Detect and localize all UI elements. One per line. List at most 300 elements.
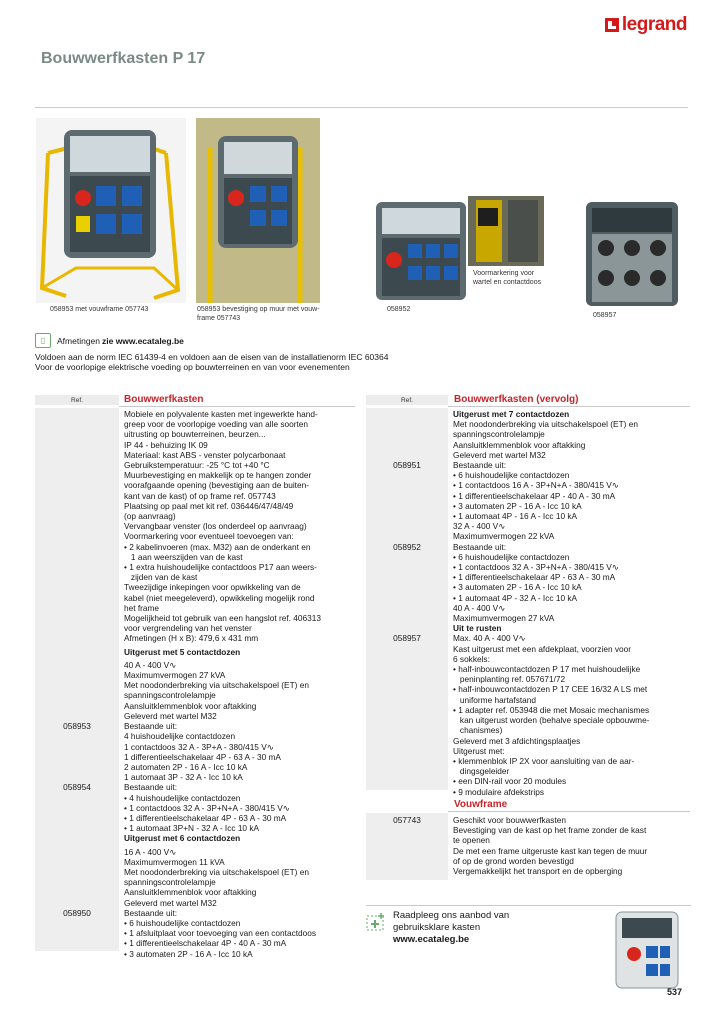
- spec-row: [35, 711, 360, 721]
- ref-cell: [366, 825, 448, 835]
- ref-cell: [366, 684, 448, 694]
- spec-text: Aansluitklemmenblok voor aftakking: [453, 439, 586, 450]
- spec-text: Aansluitklemmenblok voor aftakking: [124, 700, 257, 711]
- ref-cell: [366, 776, 448, 786]
- spec-row: [366, 825, 691, 835]
- spec-text: • 1 contactdoos 16 A - 3P+N+A - 380/415 V∿: [453, 480, 619, 491]
- spec-row: [366, 664, 691, 674]
- spec-row: [35, 633, 360, 643]
- ref-cell: [366, 603, 448, 613]
- spec-row: [366, 552, 691, 562]
- spec-row: [35, 680, 360, 690]
- ref-cell: [366, 705, 448, 715]
- ref-cell: [366, 491, 448, 501]
- spec-row: [366, 613, 691, 623]
- spec-text: Voormarkering voor eventueel toevoegen van:: [124, 531, 294, 542]
- ref-number: 058952: [393, 541, 421, 552]
- spec-text: • half-inbouwcontactdozen P 17 CEE 16/32 A LS met: [453, 684, 648, 695]
- dimensions-prefix: Afmetingen: [57, 335, 100, 346]
- spec-text: dingsgeleider: [453, 766, 510, 777]
- spec-text: te openen: [453, 835, 490, 846]
- spec-row: [366, 429, 691, 439]
- spec-row: [366, 593, 691, 603]
- ref-cell: [366, 674, 448, 684]
- spec-heading: Uitgerust met 7 contactdozen: [453, 409, 570, 419]
- spec-row: [35, 823, 360, 833]
- consult-line-2: gebruiksklare kasten: [393, 922, 481, 933]
- ref-cell: [366, 787, 448, 797]
- spec-text: Aansluitklemmenblok voor aftakking: [124, 887, 257, 898]
- spec-text: Muurbevestiging en makkelijk op te hangen zonder: [124, 470, 312, 481]
- spec-row: [35, 731, 360, 741]
- spec-text: Bestaande uit:: [124, 721, 178, 732]
- spec-text: • een DIN-rail voor 20 modules: [453, 776, 567, 787]
- spec-text: • half-inbouwcontactdozen P 17 met huishoudelijke: [453, 664, 641, 675]
- ref-cell: [35, 470, 119, 480]
- caption-photo-1: 058953 met vouwframe 057743: [50, 306, 149, 313]
- spec-text: Maximumvermogen 22 kVA: [453, 531, 555, 542]
- spec-text: Tweezijdige inkepingen voor opwikkeling van de: [124, 582, 301, 593]
- spec-row: [35, 623, 360, 633]
- spec-row: [366, 715, 691, 725]
- spec-text: (op aanvraag): [124, 511, 176, 522]
- ref-cell: [35, 938, 119, 948]
- ref-cell: [366, 582, 448, 592]
- ref-cell: [366, 593, 448, 603]
- spec-row: [35, 721, 360, 731]
- spec-row: [366, 572, 691, 582]
- spec-row: [366, 531, 691, 541]
- spec-text: Maximumvermogen 27 kVA: [124, 670, 226, 681]
- spec-row: [35, 847, 360, 857]
- spec-text: • 1 differentieelschakelaar 4P - 40 A - 30 mA: [453, 490, 616, 501]
- ref-cell: [35, 552, 119, 562]
- legrand-logo: [605, 14, 687, 36]
- ref-cell: [35, 918, 119, 928]
- spec-text: Mobiele en polyvalente kasten met ingewerkte hand-: [124, 409, 318, 419]
- spec-text: 2 automaten 2P - 16 A - Icc 10 kA: [124, 761, 248, 772]
- spec-row: [35, 511, 360, 521]
- spec-row: [366, 419, 691, 429]
- spec-row: [35, 949, 360, 959]
- ref-cell: [366, 746, 448, 756]
- photo-ready-box: [612, 910, 682, 990]
- ref-cell: [366, 654, 448, 664]
- spec-text: • 1 afsluitplaat voor toevoeging van een contactdoos: [124, 928, 317, 939]
- ref-cell: [366, 501, 448, 511]
- spec-row: [35, 670, 360, 680]
- ref-cell: [35, 613, 119, 623]
- spec-text: • 1 differentieelschakelaar 4P - 63 A - 30 mA: [124, 812, 287, 823]
- spec-text: spanningscontrolelampje: [124, 690, 216, 701]
- spec-row: [35, 660, 360, 670]
- ref-cell: [35, 877, 119, 887]
- ref-cell: [366, 572, 448, 582]
- spec-row: [35, 752, 360, 762]
- spec-text: • 9 modulaire afdekstrips: [453, 786, 544, 797]
- spec-row: [35, 898, 360, 908]
- ref-cell: [366, 419, 448, 429]
- ref-cell: [35, 823, 119, 833]
- ref-cell: [366, 480, 448, 490]
- ref-number: 058957: [393, 633, 421, 644]
- ref-cell: [35, 419, 119, 429]
- left-section-title: Bouwwerfkasten: [124, 394, 204, 405]
- spec-text: 6 sokkels:: [453, 653, 490, 664]
- spec-row: [366, 725, 691, 735]
- ref-cell: [366, 470, 448, 480]
- ref-cell: [35, 593, 119, 603]
- spec-row: [35, 582, 360, 592]
- spec-text: • 1 adapter ref. 053948 die met Mosaic mechanismes: [453, 704, 650, 715]
- right-title-divider: [448, 406, 690, 407]
- spec-text: • 1 contactdoos 32 A - 3P+N+A - 380/415 V∿: [124, 802, 290, 813]
- ref-cell: [35, 813, 119, 823]
- spec-text: Afmetingen (H x B): 479,6 x 431 mm: [124, 633, 259, 644]
- spec-row: [35, 813, 360, 823]
- ref-cell: [35, 949, 119, 959]
- ref-number: 058954: [63, 782, 91, 793]
- spec-text: Vergemakkelijkt het transport en de opberging: [453, 866, 623, 877]
- spec-heading: Uitgerust met 5 contactdozen: [124, 646, 241, 657]
- ref-number: 058953: [63, 721, 91, 732]
- page-number: 537: [666, 987, 682, 997]
- spec-text: voor vergrendeling van het venster: [124, 623, 252, 634]
- photo-box-058957: [582, 200, 682, 308]
- spec-text: • 1 automaat 4P - 32 A - Icc 10 kA: [453, 592, 578, 603]
- ref-cell: [35, 690, 119, 700]
- spec-text: het frame: [124, 602, 160, 613]
- left-title-divider: [119, 406, 355, 407]
- left-product-list: [35, 409, 360, 959]
- ref-cell: [366, 429, 448, 439]
- ref-cell: [35, 731, 119, 741]
- spec-text: Uitgerust met:: [453, 745, 505, 756]
- spec-row: [35, 552, 360, 562]
- ref-cell: [366, 521, 448, 531]
- spec-row: [366, 674, 691, 684]
- spec-row: [366, 562, 691, 572]
- ref-cell: [366, 725, 448, 735]
- spec-row: [366, 736, 691, 746]
- legrand-mark-icon: [605, 18, 619, 32]
- ref-cell: [366, 440, 448, 450]
- spec-text: • 1 extra huishoudelijke contactdoos P17 aan weers-: [124, 562, 317, 573]
- spec-row: [35, 857, 360, 867]
- spec-text: Bestaande uit:: [453, 541, 507, 552]
- spec-row: [35, 647, 360, 657]
- spec-heading: Uitgerust met 6 contactdozen: [124, 833, 241, 844]
- spec-row: [366, 470, 691, 480]
- ref-header-right: Ref.: [366, 395, 448, 405]
- photo-box-on-wall: [196, 118, 320, 303]
- spec-row: [35, 613, 360, 623]
- spec-row: [35, 562, 360, 572]
- spec-text: Gebruikstemperatuur: -25 °C tot +40 °C: [124, 460, 270, 471]
- photo-inset-premarking: [468, 196, 544, 266]
- ref-cell: [35, 511, 119, 521]
- caption-photo-3: 058952: [387, 306, 411, 313]
- ref-cell: [35, 670, 119, 680]
- spec-text: Geleverd met wartel M32: [124, 710, 217, 721]
- spec-text: De met een frame uitgeruste kast kan tegen de muur: [453, 845, 648, 856]
- spec-text: Geleverd met 3 afdichtingsplaatjes: [453, 735, 581, 746]
- spec-row: [366, 866, 691, 876]
- ref-cell: [35, 450, 119, 460]
- ref-number: 058951: [393, 460, 421, 471]
- spec-row: [35, 440, 360, 450]
- spec-row: [366, 644, 691, 654]
- spec-row: [35, 887, 360, 897]
- ref-cell: [35, 429, 119, 439]
- ref-cell: [35, 742, 119, 752]
- ref-cell: [366, 613, 448, 623]
- spec-text: 40 A - 400 V∿: [124, 659, 177, 670]
- document-icon: ▯: [35, 333, 51, 348]
- ref-cell: [35, 928, 119, 938]
- ref-cell: [35, 803, 119, 813]
- spec-row: [35, 701, 360, 711]
- spec-row: [366, 787, 691, 797]
- spec-row: [366, 856, 691, 866]
- spec-text: • 1 automaat 4P - 16 A - Icc 10 kA: [453, 511, 578, 522]
- vouwframe-title: Vouwframe: [454, 799, 508, 810]
- spec-text: Bestaande uit:: [124, 782, 178, 793]
- spec-text: 1 differentieelschakelaar 4P - 63 A - 30 mA: [124, 751, 281, 762]
- ref-cell: [35, 647, 119, 657]
- spec-text: • 1 contactdoos 32 A - 3P+N+A - 380/415 V∿: [453, 562, 619, 573]
- spec-text: voorafgaande opening (bevestiging aan de buiten-: [124, 480, 309, 491]
- brand-name: legrand: [621, 14, 687, 35]
- ref-cell: [35, 772, 119, 782]
- spec-text: • 1 automaat 3P+N - 32 A - Icc 10 kA: [124, 823, 260, 834]
- spec-text: Met noodonderbreking via uitschakelspoel (ET) en: [124, 680, 309, 691]
- ref-cell: [35, 762, 119, 772]
- ref-cell: [366, 766, 448, 776]
- spec-text: 16 A - 400 V∿: [124, 846, 177, 857]
- spec-heading: Uit te rusten: [453, 623, 502, 634]
- spec-text: • 4 huishoudelijke contactdozen: [124, 792, 241, 803]
- spec-row: [35, 593, 360, 603]
- spec-text: 1 automaat 3P - 32 A - Icc 10 kA: [124, 772, 243, 783]
- spec-row: [366, 409, 691, 419]
- spec-row: [366, 705, 691, 715]
- ref-cell: [35, 542, 119, 552]
- ref-header-left: Ref.: [35, 395, 119, 405]
- spec-row: [366, 623, 691, 633]
- spec-text: IP 44 - behuizing IK 09: [124, 439, 208, 450]
- spec-row: [366, 511, 691, 521]
- spec-text: Vervangbaar venster (los onderdeel op aanvraag): [124, 521, 307, 532]
- spec-row: [35, 409, 360, 419]
- spec-row: [366, 440, 691, 450]
- ref-cell: [366, 450, 448, 460]
- ref-cell: [35, 680, 119, 690]
- spec-text: Maximumvermogen 11 kVA: [124, 856, 225, 867]
- ref-cell: [35, 711, 119, 721]
- ref-cell: [35, 857, 119, 867]
- spec-text: Geschikt voor bouwwerfkasten: [453, 815, 566, 825]
- ref-cell: [35, 660, 119, 670]
- spec-row: [366, 582, 691, 592]
- ref-cell: [366, 664, 448, 674]
- spec-row: [35, 460, 360, 470]
- spec-row: [366, 746, 691, 756]
- spec-text: peninplanting ref. 057671/72: [453, 674, 566, 685]
- spec-text: Geleverd met wartel M32: [124, 897, 217, 908]
- spec-row: [366, 654, 691, 664]
- norm-text: [35, 352, 675, 372]
- ref-cell: [35, 833, 119, 843]
- ref-cell: [35, 752, 119, 762]
- caption-inset: [473, 269, 541, 287]
- ref-cell: [35, 847, 119, 857]
- ref-number: 057743: [393, 815, 421, 825]
- spec-row: [366, 480, 691, 490]
- ref-cell: [366, 409, 448, 419]
- ref-cell: [366, 562, 448, 572]
- page-title: Bouwwerfkasten P 17: [41, 50, 206, 67]
- spec-row: [366, 460, 691, 470]
- ref-cell: [35, 582, 119, 592]
- spec-row: [35, 480, 360, 490]
- ref-cell: [35, 440, 119, 450]
- spec-row: [366, 835, 691, 845]
- ref-cell: [35, 562, 119, 572]
- ref-cell: [366, 835, 448, 845]
- ref-cell: [35, 531, 119, 541]
- spec-row: [366, 501, 691, 511]
- spec-row: [366, 684, 691, 694]
- plus-icon: [366, 912, 386, 932]
- spec-row: [35, 603, 360, 613]
- consult-line-1: Raadpleeg ons aanbod van: [393, 910, 510, 921]
- ref-cell: [35, 633, 119, 643]
- caption-inset-line1: Voormarkering voor: [473, 270, 535, 277]
- vouwframe-divider: [448, 811, 690, 812]
- spec-text: Max. 40 A - 400 V∿: [453, 633, 526, 644]
- spec-row: [35, 928, 360, 938]
- spec-text: • 3 automaten 2P - 16 A - Icc 10 kA: [124, 948, 253, 959]
- spec-text: Kast uitgerust met een afdekplaat, voorzien voor: [453, 643, 632, 654]
- ref-cell: [366, 866, 448, 876]
- spec-row: [366, 603, 691, 613]
- spec-row: [35, 742, 360, 752]
- spec-text: 32 A - 400 V∿: [453, 521, 506, 532]
- spec-row: [366, 450, 691, 460]
- spec-text: • 6 huishoudelijke contactdozen: [453, 470, 570, 481]
- spec-row: [35, 419, 360, 429]
- spec-row: [366, 846, 691, 856]
- spec-row: [35, 938, 360, 948]
- ref-cell: [35, 501, 119, 511]
- spec-text: • 1 differentieelschakelaar 4P - 63 A - 30 mA: [453, 572, 616, 583]
- spec-row: [35, 429, 360, 439]
- spec-row: [366, 776, 691, 786]
- spec-text: • 3 automaten 2P - 16 A - Icc 10 kA: [453, 582, 582, 593]
- ref-cell: [35, 898, 119, 908]
- spec-text: 1 contactdoos 32 A - 3P+A - 380/415 V∿: [124, 741, 274, 752]
- ref-cell: [366, 846, 448, 856]
- spec-row: [35, 803, 360, 813]
- spec-text: • 3 automaten 2P - 16 A - Icc 10 kA: [453, 500, 582, 511]
- caption-photo-2-line2: frame 057743: [197, 315, 241, 322]
- spec-text: Met noodonderbreking via uitschakelspoel (ET) en: [453, 419, 638, 430]
- ref-cell: [366, 756, 448, 766]
- ref-cell: [35, 887, 119, 897]
- spec-row: [35, 690, 360, 700]
- spec-text: kant van de kast) of op frame ref. 057743: [124, 490, 276, 501]
- spec-row: [35, 918, 360, 928]
- ref-cell: [35, 572, 119, 582]
- ref-cell: [35, 521, 119, 531]
- spec-text: Materiaal: kast ABS - venster polycarbonaat: [124, 449, 286, 460]
- spec-row: [366, 521, 691, 531]
- spec-text: uitrusting op bouwterreinen, beurzen...: [124, 429, 266, 440]
- spec-row: [35, 782, 360, 792]
- spec-text: 1 aan weerszijden van de kast: [124, 551, 243, 562]
- spec-text: spanningscontrolelampje: [124, 877, 216, 888]
- spec-row: [35, 531, 360, 541]
- spec-row: [35, 772, 360, 782]
- spec-row: [35, 762, 360, 772]
- dimensions-link[interactable]: zie www.ecataleg.be: [102, 335, 184, 346]
- spec-text: greep voor de voorlopige voeding van alle soorten: [124, 419, 309, 430]
- spec-text: • 1 differentieelschakelaar 4P - 40 A - 30 mA: [124, 938, 287, 949]
- spec-text: kan uitgerust worden (behalve speciale opbouwme-: [453, 715, 650, 726]
- right-product-list: [366, 409, 691, 797]
- spec-row: [35, 450, 360, 460]
- ref-cell: [35, 491, 119, 501]
- spec-row: [35, 501, 360, 511]
- ref-cell: [35, 480, 119, 490]
- caption-photo-2-line1: 058953 bevestiging op muur met vouw-: [197, 306, 320, 313]
- spec-text: Mogelijkheid tot gebruik van een hangslot ref. 406313: [124, 613, 321, 624]
- spec-text: zijden van de kast: [124, 572, 198, 583]
- right-section-title: Bouwwerfkasten (vervolg): [454, 394, 579, 405]
- spec-text: chanismes): [453, 725, 503, 736]
- consult-link[interactable]: www.ecataleg.be: [393, 934, 470, 945]
- ref-cell: [366, 552, 448, 562]
- ref-cell: [366, 856, 448, 866]
- spec-text: Bestaande uit:: [453, 460, 507, 471]
- vouwframe-list: [366, 815, 691, 876]
- spec-row: [366, 695, 691, 705]
- norm-line-1: Voldoen aan de norm IEC 61439-4 en voldoen aan de eisen van de installatienorm IEC 60364: [35, 352, 389, 362]
- spec-row: [35, 833, 360, 843]
- spec-row: [35, 877, 360, 887]
- spec-row: [366, 766, 691, 776]
- ref-number: 058950: [63, 907, 91, 918]
- ref-cell: [366, 531, 448, 541]
- ref-cell: [366, 644, 448, 654]
- spec-text: Met noodonderbreking via uitschakelspoel (ET) en: [124, 866, 309, 877]
- ref-cell: [366, 695, 448, 705]
- spec-text: 40 A - 400 V∿: [453, 602, 506, 613]
- spec-text: uniforme hartafstand: [453, 694, 537, 705]
- spec-text: Bestaande uit:: [124, 907, 178, 918]
- spec-row: [35, 521, 360, 531]
- consult-box: [366, 905, 691, 906]
- photo-box-058952: [372, 198, 470, 303]
- spec-text: kabel (niet meegeleverd), opwikkeling mogelijk rond: [124, 592, 315, 603]
- ref-cell: [35, 409, 119, 419]
- photo-box-on-frame: [36, 118, 186, 303]
- spec-text: • 2 kabelinvoeren (max. M32) aan de onderkant en: [124, 541, 311, 552]
- ref-cell: [366, 715, 448, 725]
- spec-text: of op de grond worden bevestigd: [453, 855, 574, 866]
- ref-cell: [35, 793, 119, 803]
